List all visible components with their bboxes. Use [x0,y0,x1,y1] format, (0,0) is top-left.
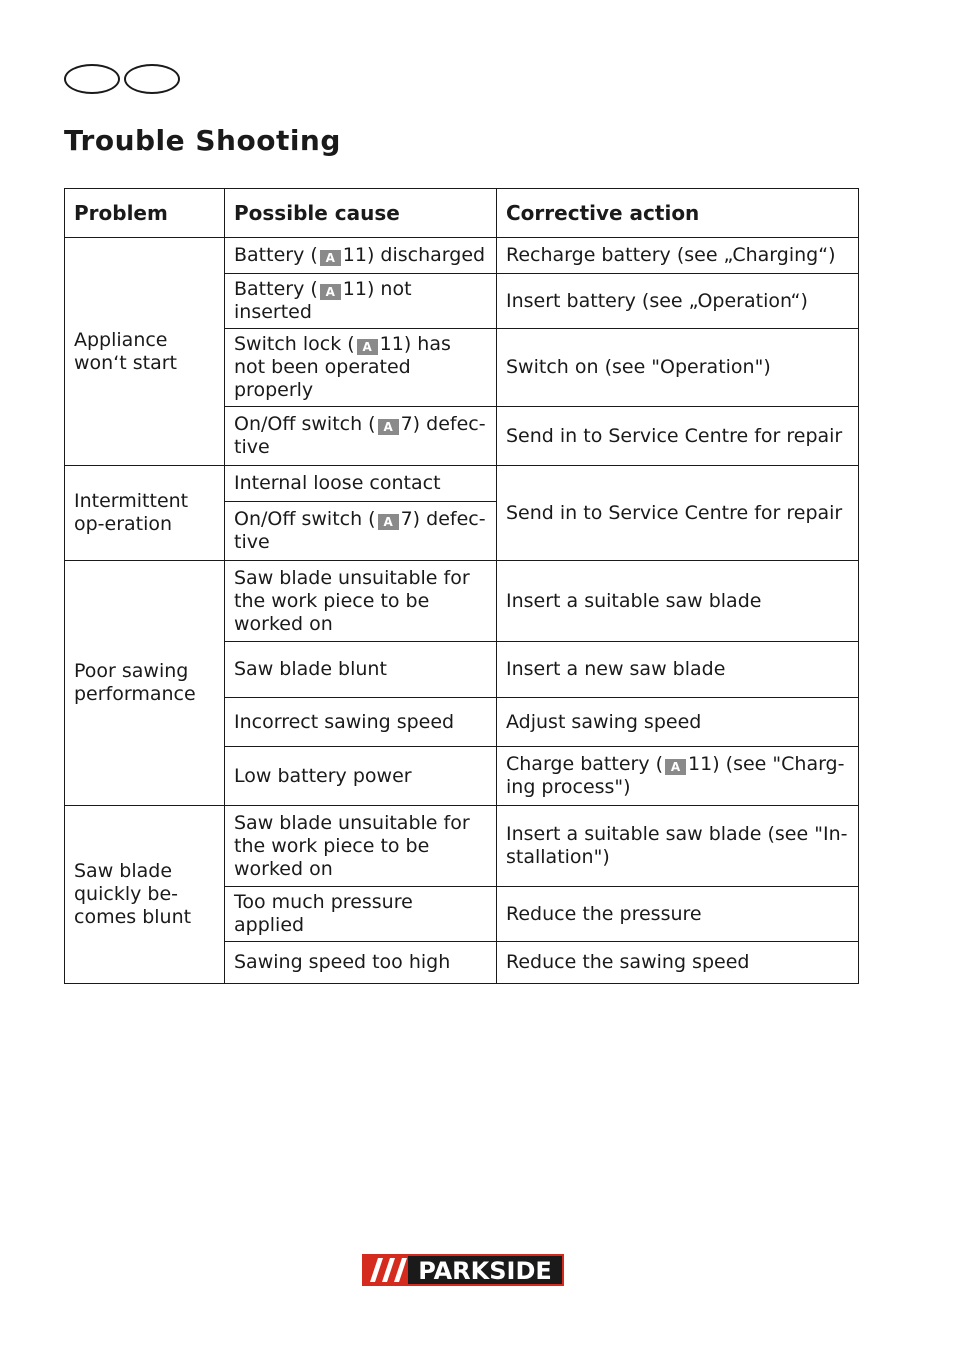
action-cell: Send in to Service Centre for repair [497,407,859,466]
action-cell: Reduce the pressure [497,887,859,942]
action-cell: Recharge battery (see „Charging“) [497,238,859,274]
cause-cell: Saw blade unsuitable for the work piece to be worked on [225,806,497,887]
table-row [65,561,859,642]
cause-cell: Saw blade blunt [225,642,497,698]
cause-cell: Battery ( A 11) discharged [225,238,497,274]
cause-cell: Internal loose contact [225,466,497,502]
figure-a-icon: A [320,284,341,300]
action-cell: Charge battery ( A 11) (see "Charg-ing process") [497,747,859,806]
header-problem: Problem [65,189,225,238]
language-oval-left [64,64,120,94]
cause-cell: Switch lock ( A 11) has not been operated properly [225,329,497,407]
action-cell: Insert a suitable saw blade (see "In-stallation") [497,806,859,887]
cause-cell: Sawing speed too high [225,942,497,984]
action-cell: Send in to Service Centre for repair [497,466,859,561]
action-cell: Insert battery (see „Operation“) [497,274,859,329]
header-corrective-action: Corrective action [497,189,859,238]
problem-cell: Poor sawing performance [65,561,225,806]
cause-cell: Saw blade unsuitable for the work piece to be worked on [225,561,497,642]
cause-cell: Low battery power [225,747,497,806]
header-possible-cause: Possible cause [225,189,497,238]
problem-cell: Intermittent op-eration [65,466,225,561]
action-cell: Reduce the sawing speed [497,942,859,984]
figure-a-icon: A [378,419,399,435]
cause-cell: Battery ( A 11) not inserted [225,274,497,329]
logo-text: PARKSIDE [418,1257,552,1285]
cause-cell: On/Off switch ( A 7) defec-tive [225,407,497,466]
table-row [65,806,859,887]
action-cell: Adjust sawing speed [497,698,859,747]
table-row [65,466,859,502]
cause-cell: Too much pressure applied [225,887,497,942]
cause-cell: On/Off switch ( A 7) defec-tive [225,502,497,561]
parkside-logo [360,1252,566,1288]
action-cell: Switch on (see "Operation") [497,329,859,407]
page-title: Trouble Shooting [64,124,341,157]
table-row [65,238,859,274]
cause-cell: Incorrect sawing speed [225,698,497,747]
problem-cell: Saw blade quickly be-comes blunt [65,806,225,984]
figure-a-icon: A [357,339,378,355]
table-header-row [65,189,859,238]
problem-cell: Appliance won‘t start [65,238,225,466]
action-cell: Insert a new saw blade [497,642,859,698]
language-ovals [64,64,180,94]
figure-a-icon: A [665,759,686,775]
language-oval-right [124,64,180,94]
action-cell: Insert a suitable saw blade [497,561,859,642]
figure-a-icon: A [378,514,399,530]
figure-a-icon: A [320,250,341,266]
troubleshooting-table [64,188,859,984]
